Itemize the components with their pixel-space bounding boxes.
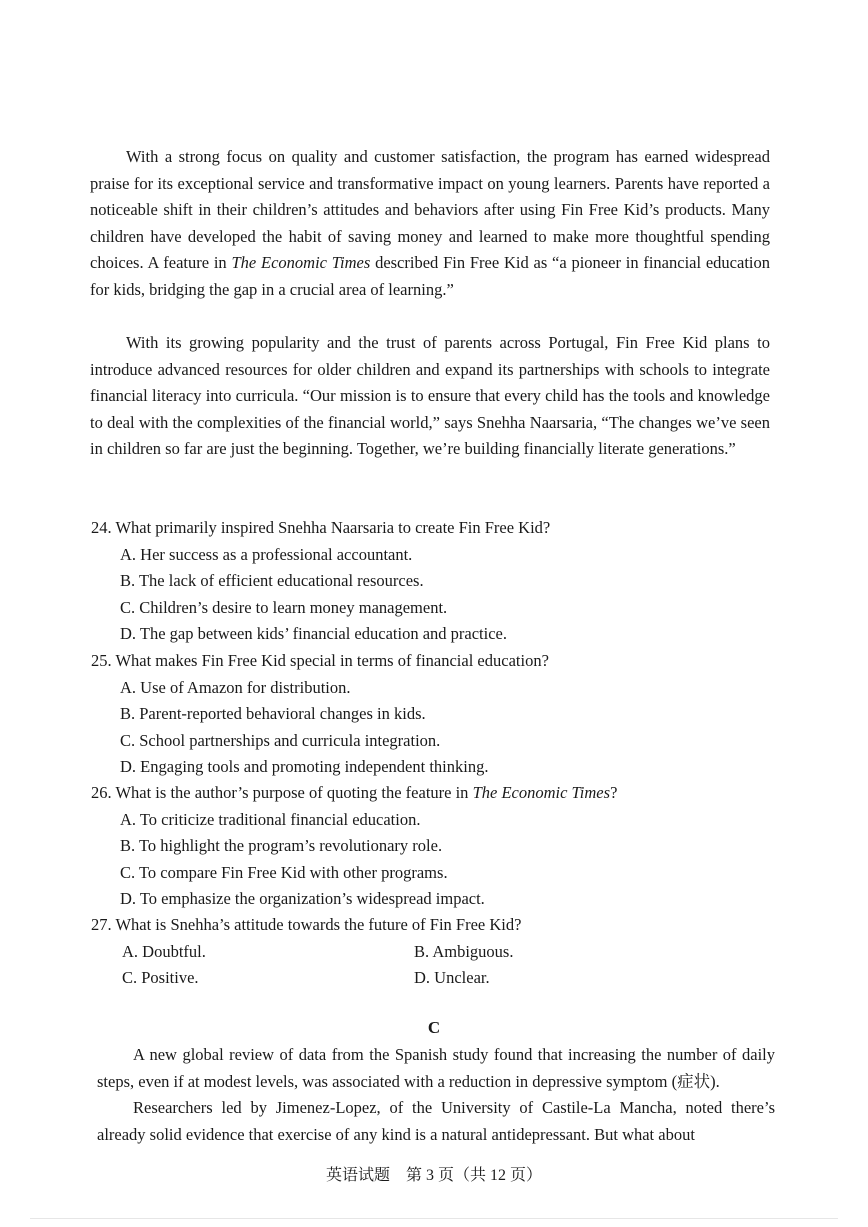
- option-d: D. Unclear.: [414, 968, 490, 987]
- option-a: A. To criticize traditional financial education.: [120, 810, 421, 829]
- option-c: C. Children’s desire to learn money management.: [120, 598, 448, 617]
- publication-title: The Economic Times: [472, 783, 611, 802]
- passage-c-paragraph-2: Researchers led by Jimenez-Lopez, of the University of Castile-La Mancha, noted there’s already solid evidence that exercise of any kind is a natural antidepressant. But what about: [97, 1098, 775, 1144]
- option-b: B. Ambiguous.: [414, 942, 514, 961]
- option-c: C. Positive.: [122, 968, 199, 987]
- question-stem: 24. What primarily inspired Snehha Naarsaria to create Fin Free Kid?: [91, 518, 551, 537]
- passage-paragraph-1: With a strong focus on quality and customer satisfaction, the program has earned widespread praise for its exceptional service and transformative impact on young learners. Parents have reported a noticeable shift in their children’s attitudes and behaviors after using Fin Free Kid’s products. Many children have developed the habit of saving money and learned to make more thoughtful spending choices. A feature in The Economic Times described Fin Free Kid as “a pioneer in financial education for kids, bridging the gap in a crucial area of learning.”: [90, 147, 770, 299]
- option-d: D. To emphasize the organization’s widespread impact.: [120, 889, 485, 908]
- option-a: A. Doubtful.: [122, 942, 206, 961]
- passage-c: [97, 1042, 775, 1148]
- option-b: B. The lack of efficient educational resources.: [120, 571, 424, 590]
- option-c: C. School partnerships and curricula integration.: [120, 731, 441, 750]
- passage-c-paragraph-1: A new global review of data from the Spanish study found that increasing the number of daily steps, even if at modest levels, was associated with a reduction in depressive symptom (症状).: [97, 1045, 775, 1091]
- option-d: D. Engaging tools and promoting independent thinking.: [120, 757, 489, 776]
- option-b: B. Parent-reported behavioral changes in kids.: [120, 704, 426, 723]
- passage-paragraph-2: With its growing popularity and the trust of parents across Portugal, Fin Free Kid plans to introduce advanced resources for older children and expand its partnerships with schools to integrate financial literacy into curricula. “Our mission is to ensure that every child has the tools and knowledge to deal with the complexities of the financial world,” says Snehha Naarsaria, “The changes we’ve seen in children so far are just the beginning. Together, we’re building financially literate generations.”: [90, 333, 770, 458]
- section-heading: C: [427, 1018, 441, 1037]
- question-stem: 26. What is the author’s purpose of quoting the feature in The Economic Times?: [91, 783, 618, 802]
- question-stem: 25. What makes Fin Free Kid special in terms of financial education?: [91, 651, 549, 670]
- option-b: B. To highlight the program’s revolutionary role.: [120, 836, 443, 855]
- option-a: A. Her success as a professional accountant.: [120, 545, 413, 564]
- page-footer: 英语试题 第 3 页（共 12 页）: [325, 1167, 542, 1184]
- option-a: A. Use of Amazon for distribution.: [120, 678, 351, 697]
- question-stem: 27. What is Snehha’s attitude towards the future of Fin Free Kid?: [91, 915, 522, 934]
- option-c: C. To compare Fin Free Kid with other programs.: [120, 863, 448, 882]
- publication-title: The Economic Times: [231, 253, 371, 272]
- bottom-divider: [30, 1218, 838, 1219]
- option-d: D. The gap between kids’ financial education and practice.: [120, 624, 507, 643]
